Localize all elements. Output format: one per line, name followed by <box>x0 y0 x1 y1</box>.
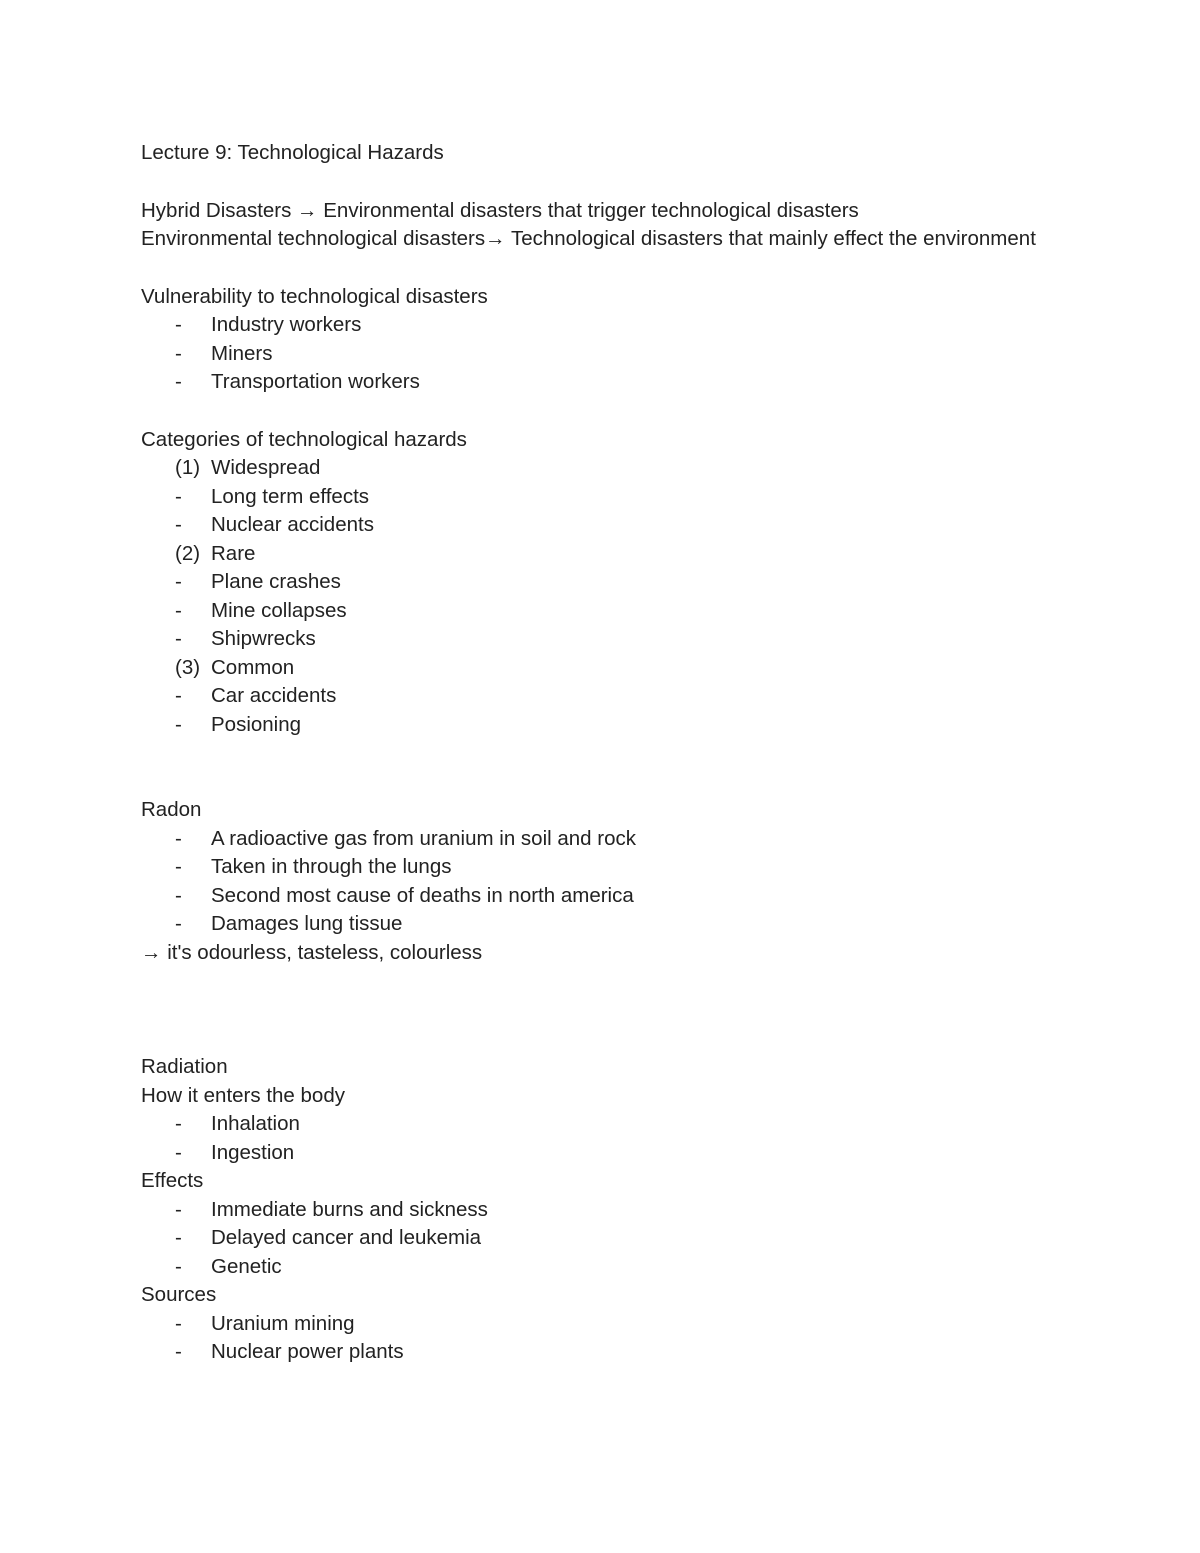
list-item <box>141 1110 1101 1139</box>
bullet-dash: - <box>175 1226 182 1249</box>
list-item <box>141 711 1101 740</box>
bullet-dash: - <box>175 370 182 393</box>
category-number: (3) <box>175 655 201 679</box>
definition-hybrid: Hybrid Disasters → Environmental disasters that trigger technological disasters <box>141 198 859 222</box>
list-item <box>141 1139 1101 1168</box>
spacer <box>141 967 1101 1053</box>
list-item-text: A radioactive gas from uranium in soil and rock <box>211 826 637 850</box>
list-item-text: Industry workers <box>211 313 362 336</box>
list-item-text: Damages lung tissue <box>211 912 403 935</box>
category-number: (2) <box>175 541 201 565</box>
list-item <box>141 1196 1101 1225</box>
list-item <box>141 340 1101 369</box>
list-item-text: Miners <box>211 341 273 365</box>
radon-heading: Radon <box>141 798 202 821</box>
bullet-dash: - <box>175 1140 182 1164</box>
spacer <box>141 397 1101 426</box>
list-item <box>141 483 1101 512</box>
list-item-text: Delayed cancer and leukemia <box>211 1226 482 1249</box>
list-item <box>141 597 1101 626</box>
bullet-dash: - <box>175 1254 182 1278</box>
vulnerability-heading: Vulnerability to technological disasters <box>141 284 488 308</box>
document-page <box>141 139 1101 1367</box>
list-item-text: Posioning <box>211 712 302 736</box>
list-item <box>141 1224 1101 1253</box>
list-item <box>141 682 1101 711</box>
bullet-dash: - <box>175 1340 182 1363</box>
list-item-text: Nuclear power plants <box>211 1340 404 1363</box>
list-item <box>141 853 1101 882</box>
bullet-dash: - <box>175 570 182 593</box>
list-item <box>141 910 1101 939</box>
list-item-text: Plane crashes <box>211 570 341 593</box>
list-item <box>141 568 1101 597</box>
radiation-entry-heading: How it enters the body <box>141 1083 345 1107</box>
spacer <box>141 739 1101 796</box>
bullet-dash: - <box>175 684 182 707</box>
list-item-text: Ingestion <box>211 1140 295 1164</box>
categories-heading: Categories of technological hazards <box>141 427 467 451</box>
list-item <box>141 368 1101 397</box>
bullet-dash: - <box>175 826 182 850</box>
bullet-dash: - <box>175 1311 182 1335</box>
list-item-text: Shipwrecks <box>211 627 316 650</box>
category-label: Widespread <box>211 456 321 479</box>
category-common <box>141 654 1101 683</box>
list-item <box>141 511 1101 540</box>
bullet-dash: - <box>175 712 182 736</box>
list-item-text: Immediate burns and sickness <box>211 1197 488 1221</box>
bullet-dash: - <box>175 313 182 336</box>
bullet-dash: - <box>175 855 182 878</box>
page-title: Lecture 9: Technological Hazards <box>141 141 444 164</box>
spacer <box>141 254 1101 283</box>
list-item <box>141 882 1101 911</box>
list-item-text: Long term effects <box>211 484 370 508</box>
list-item-text: Mine collapses <box>211 598 347 622</box>
list-item <box>141 625 1101 654</box>
list-item-text: Nuclear accidents <box>211 513 374 536</box>
list-item <box>141 1338 1101 1367</box>
list-item-text: Genetic <box>211 1254 282 1278</box>
radiation-sources-heading: Sources <box>141 1283 217 1306</box>
list-item <box>141 1310 1101 1339</box>
list-item-text: Car accidents <box>211 684 337 707</box>
list-item-text: Second most cause of deaths in north america <box>211 883 634 907</box>
list-item-text: Inhalation <box>211 1112 300 1135</box>
category-rare <box>141 540 1101 569</box>
bullet-dash: - <box>175 598 182 622</box>
list-item-text: Uranium mining <box>211 1311 355 1335</box>
definition-environmental: Environmental technological disasters→ Technological disasters that mainly effect the environment <box>141 227 1036 250</box>
list-item-text: Transportation workers <box>211 370 420 393</box>
bullet-dash: - <box>175 1197 182 1221</box>
category-label: Common <box>211 655 295 679</box>
category-widespread <box>141 454 1101 483</box>
radiation-heading: Radiation <box>141 1055 228 1078</box>
category-label: Rare <box>211 541 256 565</box>
spacer <box>141 168 1101 197</box>
bullet-dash: - <box>175 341 182 365</box>
category-number: (1) <box>175 456 201 479</box>
bullet-dash: - <box>175 627 182 650</box>
list-item <box>141 825 1101 854</box>
list-item-text: Taken in through the lungs <box>211 855 452 878</box>
bullet-dash: - <box>175 513 182 536</box>
bullet-dash: - <box>175 484 182 508</box>
list-item <box>141 311 1101 340</box>
bullet-dash: - <box>175 1112 182 1135</box>
list-item <box>141 1253 1101 1282</box>
bullet-dash: - <box>175 883 182 907</box>
bullet-dash: - <box>175 912 182 935</box>
radon-note: → it's odourless, tasteless, colourless <box>141 940 483 964</box>
radiation-effects-heading: Effects <box>141 1169 204 1192</box>
